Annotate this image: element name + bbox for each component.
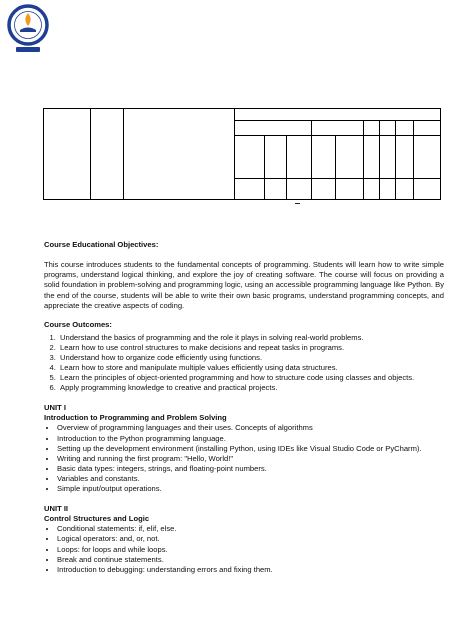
logo-motto-banner <box>16 47 40 52</box>
list-item: 5. Learn the principles of object-oriented programming and how to structure code using classes and objects. <box>58 373 444 383</box>
unit-topics-list <box>44 423 444 494</box>
list-item: • Loops: for loops and while loops. <box>57 545 444 555</box>
list-item: • Basic data types: integers, strings, and floating-point numbers. <box>57 464 444 474</box>
list-item: • Introduction to the Python programming language. <box>57 434 444 444</box>
list-item: • Conditional statements: if, elif, else. <box>57 524 444 534</box>
list-item: • Setting up the development environment (installing Python, using IDEs like Visual Studio Code or PyCharm). <box>57 444 444 454</box>
list-item: • Break and continue statements. <box>57 555 444 565</box>
table-mark <box>295 203 300 204</box>
university-logo <box>6 3 50 57</box>
unit-label: UNIT II <box>44 503 69 513</box>
list-item: 3. Understand how to organize code efficiently using functions. <box>58 353 444 363</box>
unit-title: Control Structures and Logic <box>44 514 150 524</box>
list-item: • Writing and running the first program: "Hello, World!" <box>57 454 444 464</box>
list-item: • Variables and constants. <box>57 474 444 484</box>
objectives-text: This course introduces students to the fundamental concepts of programming. Students will learn how to write simple programs, understand logical thinking, and explore the joy of creating software. The course will focus on providing a solid foundation in problem-solving and programming logic, using an accessible programming language like Python. By the end of the course, students will be able to write their own basic programs, understand programming concepts, and appreciate the creative aspects of coding. <box>44 260 444 310</box>
list-item: • Overview of programming languages and their uses. Concepts of algorithms <box>57 423 444 433</box>
list-item: 6. Apply programming knowledge to creative and practical projects. <box>58 383 444 393</box>
list-item: 1. Understand the basics of programming and the role it plays in solving real-world problems. <box>58 333 444 343</box>
unit-label: UNIT I <box>44 403 66 413</box>
list-item: 4. Learn how to store and manipulate multiple values efficiently using data structures. <box>58 363 444 373</box>
syllabus-content <box>44 240 444 575</box>
list-item: • Logical operators: and, or, not. <box>57 534 444 544</box>
list-item: • Simple input/output operations. <box>57 484 444 494</box>
objectives-heading: Course Educational Objectives: <box>44 240 159 249</box>
list-item: • Introduction to debugging: understanding errors and fixing them. <box>57 565 444 575</box>
outcomes-heading: Course Outcomes: <box>44 320 112 330</box>
unit-title: Introduction to Programming and Problem Solving <box>44 413 227 423</box>
outcomes-list <box>44 333 444 394</box>
list-item: 2. Learn how to use control structures to make decisions and repeat tasks in programs. <box>58 343 444 353</box>
unit-topics-list <box>44 524 444 575</box>
course-header-table <box>43 108 441 200</box>
